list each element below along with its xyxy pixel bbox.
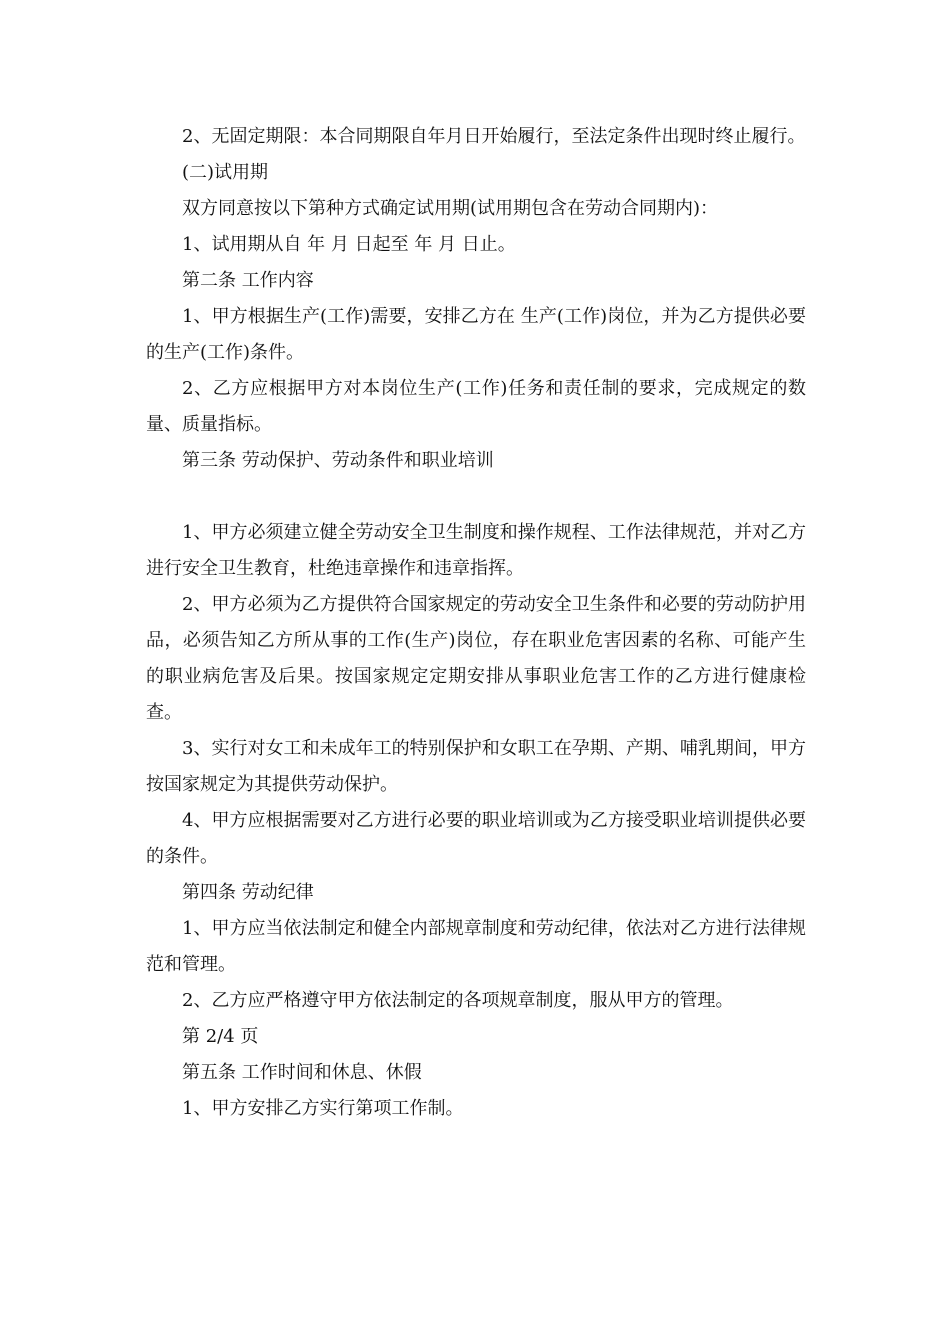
paragraph-article-5-1: 1、甲方安排乙方实行第项工作制。 bbox=[182, 1098, 464, 1119]
heading-article-5: 第五条 工作时间和休息、休假 bbox=[182, 1062, 422, 1083]
page-number: 第 2/4 页 bbox=[182, 1026, 259, 1047]
heading-article-4: 第四条 劳动纪律 bbox=[182, 882, 314, 903]
paragraph-article-4-1: 1、甲方应当依法制定和健全内部规章制度和劳动纪律，依法对乙方进行法律规范和管理。 bbox=[146, 918, 806, 975]
document-body bbox=[146, 119, 806, 1127]
heading-article-2: 第二条 工作内容 bbox=[182, 270, 314, 291]
paragraph-article-4-2: 2、乙方应严格遵守甲方依法制定的各项规章制度，服从甲方的管理。 bbox=[182, 990, 734, 1011]
heading-probation: (二)试用期 bbox=[182, 162, 269, 183]
paragraph-probation-1: 1、试用期从自 年 月 日起至 年 月 日止。 bbox=[182, 234, 516, 255]
paragraph-term-open-ended: 2、无固定期限：本合同期限自年月日开始履行，至法定条件出现时终止履行。 bbox=[182, 126, 806, 147]
paragraph-article-3-2: 2、甲方必须为乙方提供符合国家规定的劳动安全卫生条件和必要的劳动防护用品，必须告知乙方所从事的工作(生产)岗位，存在职业危害因素的名称、可能产生的职业病危害及后果。按国家规定定期安排从事职业危害工作的乙方进行健康检查。 bbox=[146, 594, 806, 723]
paragraph-article-2-1: 1、甲方根据生产(工作)需要，安排乙方在 生产(工作)岗位，并为乙方提供必要的生产(工作)条件。 bbox=[146, 306, 806, 363]
paragraph-article-2-2: 2、乙方应根据甲方对本岗位生产(工作)任务和责任制的要求，完成规定的数量、质量指标。 bbox=[146, 378, 806, 435]
paragraph-article-3-4: 4、甲方应根据需要对乙方进行必要的职业培训或为乙方接受职业培训提供必要的条件。 bbox=[146, 810, 806, 867]
paragraph-article-3-1: 1、甲方必须建立健全劳动安全卫生制度和操作规程、工作法律规范，并对乙方进行安全卫生教育，杜绝违章操作和违章指挥。 bbox=[146, 522, 806, 579]
paragraph-article-3-3: 3、实行对女工和未成年工的特别保护和女职工在孕期、产期、哺乳期间，甲方按国家规定为其提供劳动保护。 bbox=[146, 738, 806, 795]
heading-article-3: 第三条 劳动保护、劳动条件和职业培训 bbox=[182, 450, 494, 471]
paragraph-probation-intro: 双方同意按以下第种方式确定试用期(试用期包含在劳动合同期内)： bbox=[182, 198, 719, 219]
